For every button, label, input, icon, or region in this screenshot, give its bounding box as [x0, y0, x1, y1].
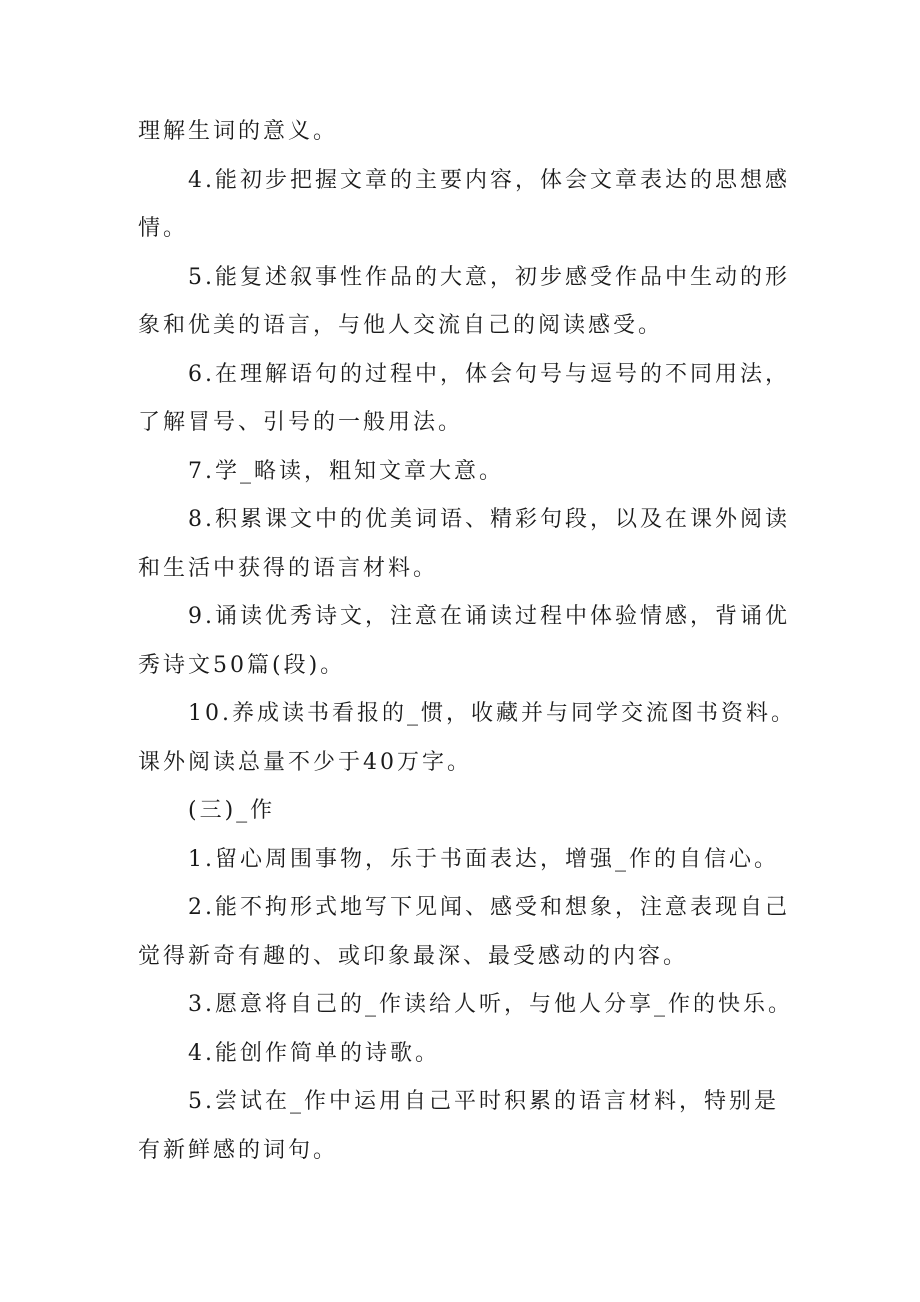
- paragraph-reading-4: 4.能初步把握文章的主要内容，体会文章表达的思想感情。: [138, 167, 790, 241]
- paragraph-writing-3: 3.愿意将自己的_作读给人听，与他人分享_作的快乐。: [188, 992, 793, 1017]
- paragraph-reading-10: 10.养成读书看报的_惯，收藏并与同学交流图书资料。课外阅读总量不少于40万字。: [138, 701, 796, 775]
- paragraph-reading-9: 9.诵读优秀诗文，注意在诵读过程中体验情感，背诵优秀诗文50篇(段)。: [138, 604, 790, 678]
- paragraph-reading-7: 7.学_略读，粗知文章大意。: [188, 458, 504, 484]
- paragraph-continuation: 理解生词的意义。: [138, 119, 339, 144]
- paragraph-writing-1: 1.留心周围事物，乐于书面表达，增强_作的自信心。: [188, 846, 779, 872]
- paragraph-reading-6: 6.在理解语句的过程中，体会句号与逗号的不同用法，了解冒号、引号的一般用法。: [138, 361, 790, 435]
- paragraph-writing-2: 2.能不拘形式地写下见闻、感受和想象，注意表现自己觉得新奇有趣的、或印象最深、最受感动的内容。: [138, 895, 790, 969]
- paragraph-writing-5: 5.尝试在_作中运用自己平时积累的语言材料，特别是有新鲜感的词句。: [138, 1089, 779, 1163]
- paragraph-reading-8: 8.积累课文中的优美词语、精彩句段，以及在课外阅读和生活中获得的语言材料。: [138, 507, 790, 581]
- section-heading-writing: (三)_作: [188, 798, 276, 823]
- document-body: [138, 108, 803, 1175]
- paragraph-writing-4: 4.能创作简单的诗歌。: [188, 1040, 440, 1066]
- paragraph-reading-5: 5.能复述叙事性作品的大意，初步感受作品中生动的形象和优美的语言，与他人交流自己的阅读感受。: [138, 264, 790, 338]
